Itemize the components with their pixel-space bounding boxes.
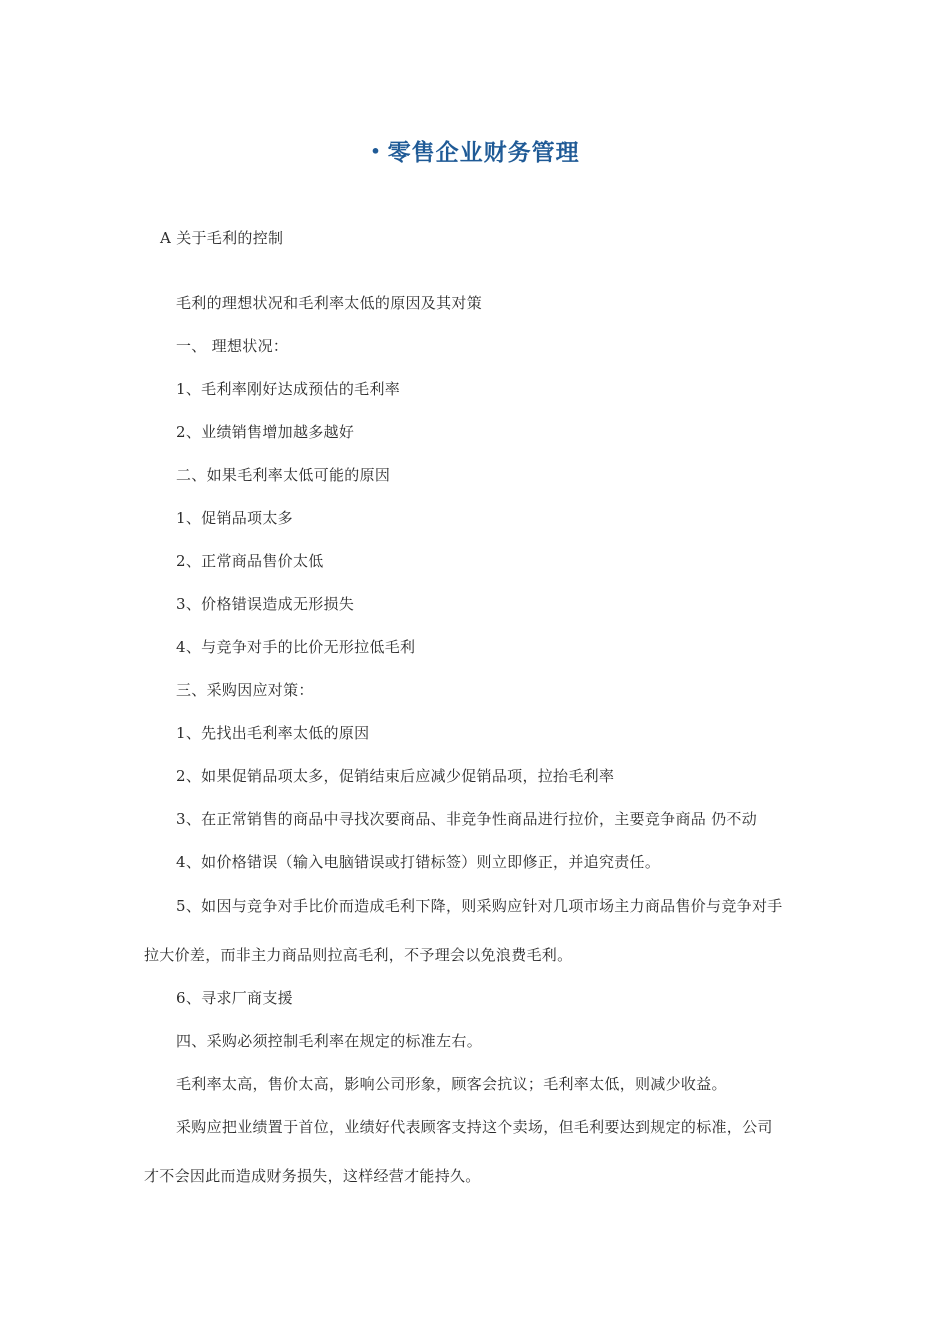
list-item: 1、毛利率刚好达成预估的毛利率: [176, 380, 401, 398]
heading-margin-control: 四、采购必须控制毛利率在规定的标准左右。: [176, 1032, 483, 1050]
subtitle-paragraph: 毛利的理想状况和毛利率太低的原因及其对策: [176, 294, 483, 312]
list-item: 3、在正常销售的商品中寻找次要商品、非竞争性商品进行拉价，主要竞争商品 仍不动: [176, 810, 758, 828]
body-paragraph: 采购应把业绩置于首位，业绩好代表顾客支持这个卖场，但毛利要达到规定的标准，公司: [176, 1118, 773, 1136]
body-paragraph-continuation: 才不会因此而造成财务损失，这样经营才能持久。: [144, 1167, 481, 1185]
list-item: 3、价格错误造成无形损失: [176, 595, 355, 613]
heading-ideal-state: 一、 理想状况：: [176, 337, 289, 355]
list-item: 4、与竞争对手的比价无形拉低毛利: [176, 638, 416, 656]
list-item: 1、先找出毛利率太低的原因: [176, 724, 370, 742]
list-item: 2、如果促销品项太多，促销结束后应减少促销品项，拉抬毛利率: [176, 767, 615, 785]
list-item: 2、正常商品售价太低: [176, 552, 324, 570]
section-heading-a: A 关于毛利的控制: [160, 229, 284, 247]
list-item: 5、如因与竞争对手比价而造成毛利下降，则采购应针对几项市场主力商品售价与竞争对手: [176, 897, 783, 915]
heading-purchasing-strategy: 三、采购因应对策：: [176, 681, 314, 699]
list-item: 6、寻求厂商支援: [176, 989, 293, 1007]
list-item-continuation: 拉大价差，而非主力商品则拉高毛利，不予理会以免浪费毛利。: [144, 946, 573, 964]
list-item: 4、如价格错误（输入电脑错误或打错标签）则立即修正，并追究责任。: [176, 853, 661, 871]
title-bullet: •: [370, 142, 382, 161]
heading-low-margin-causes: 二、如果毛利率太低可能的原因: [176, 466, 391, 484]
list-item: 2、业绩销售增加越多越好: [176, 423, 355, 441]
body-paragraph: 毛利率太高，售价太高，影响公司形象，顾客会抗议；毛利率太低，则减少收益。: [176, 1075, 727, 1093]
document-title: [0, 134, 950, 167]
list-item: 1、促销品项太多: [176, 509, 293, 527]
title-text: 零售企业财务管理: [387, 140, 580, 166]
